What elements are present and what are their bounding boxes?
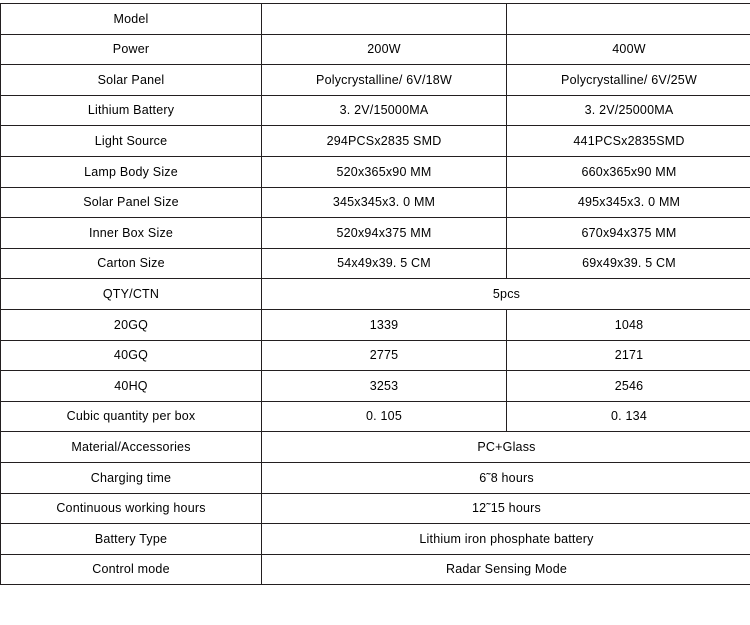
row-value-merged: [262, 554, 750, 585]
row-value-text: 3253: [369, 378, 399, 393]
row-label: [1, 340, 262, 371]
row-label-text: 20GQ: [113, 317, 149, 332]
row-value-text: 54x49x39. 5 CM: [337, 256, 431, 271]
row-value-200w: [262, 156, 507, 187]
row-value-400w: [507, 34, 750, 65]
row-value-200w: [262, 65, 507, 96]
row-label-text: Solar Panel Size: [83, 195, 179, 210]
row-label-text: Continuous working hours: [56, 501, 206, 516]
row-label: [1, 371, 262, 402]
row-label-text: Power: [112, 42, 150, 57]
row-label: [1, 432, 262, 463]
row-label: [1, 218, 262, 249]
row-value-text: Polycrystalline/ 6V/18W: [316, 72, 452, 87]
row-value-400w: [507, 309, 750, 340]
row-value-200w: [262, 371, 507, 402]
row-value-text: 2546: [614, 378, 644, 393]
table-row: [1, 493, 750, 524]
row-value-text: 200W: [367, 42, 401, 57]
row-value-400w: [507, 65, 750, 96]
row-value-text: 400W: [612, 42, 646, 57]
row-label-text: Control mode: [92, 562, 170, 577]
table-row: [1, 340, 750, 371]
row-label-text: 40GQ: [113, 348, 149, 363]
row-label-text: Lithium Battery: [87, 103, 175, 118]
row-label-text: Charging time: [90, 470, 172, 485]
table-row: [1, 126, 750, 157]
row-value-text: 6˜8 hours: [479, 470, 534, 485]
row-value-text: 670x94x375 MM: [581, 225, 677, 240]
row-value-text: 0. 105: [366, 409, 402, 424]
table-row: [1, 432, 750, 463]
table-row: [1, 462, 750, 493]
row-value-text: 520x365x90 MM: [336, 164, 432, 179]
row-label-text: Battery Type: [94, 531, 168, 546]
table-row: [1, 187, 750, 218]
table-row: [1, 371, 750, 402]
row-value-200w: [262, 95, 507, 126]
row-value-text: 2171: [614, 348, 644, 363]
row-value-text: 1339: [369, 317, 399, 332]
row-value-400w: [507, 401, 750, 432]
row-value-text: 660x365x90 MM: [581, 164, 677, 179]
table-body: [1, 4, 750, 585]
row-value-text: 495x345x3. 0 MM: [577, 195, 681, 210]
table-row: [1, 554, 750, 585]
row-value-text: 0. 134: [611, 409, 647, 424]
row-value-text: 441PCSx2835SMD: [573, 133, 685, 148]
row-value-200w: [262, 218, 507, 249]
row-label: [1, 462, 262, 493]
row-label: [1, 156, 262, 187]
row-label: [1, 4, 262, 35]
row-label: [1, 524, 262, 555]
row-value-merged: [262, 462, 750, 493]
row-value-merged: [262, 493, 750, 524]
row-label: [1, 187, 262, 218]
row-value-400w: [507, 95, 750, 126]
row-value-200w: [262, 401, 507, 432]
row-value-text: 12˜15 hours: [472, 501, 541, 516]
row-value-400w: [507, 218, 750, 249]
specification-table: [0, 3, 750, 585]
row-value-200w: [262, 126, 507, 157]
row-label: [1, 401, 262, 432]
table-row: [1, 401, 750, 432]
row-label: [1, 34, 262, 65]
row-label: [1, 279, 262, 310]
row-value-text: Radar Sensing Mode: [445, 562, 568, 577]
row-label-text: Model: [113, 11, 149, 26]
row-value-text: Polycrystalline/ 6V/25W: [561, 72, 697, 87]
row-value-text: 69x49x39. 5 CM: [582, 256, 676, 271]
row-value-text: 3. 2V/15000MA: [339, 103, 429, 118]
row-value-text: 5pcs: [492, 286, 521, 301]
row-value-400w: [507, 126, 750, 157]
table-row: [1, 65, 750, 96]
row-label-text: Solar Panel: [97, 72, 165, 87]
row-value-text: 520x94x375 MM: [336, 225, 432, 240]
row-value-400w: [507, 4, 750, 35]
table-row: [1, 524, 750, 555]
row-value-200w: [262, 34, 507, 65]
row-label-text: Inner Box Size: [88, 225, 174, 240]
row-label-text: Carton Size: [97, 256, 165, 271]
row-value-merged: [262, 279, 750, 310]
row-value-400w: [507, 248, 750, 279]
row-value-text: Lithium iron phosphate battery: [419, 531, 594, 546]
table-row: [1, 34, 750, 65]
row-label: [1, 126, 262, 157]
row-value-200w: [262, 340, 507, 371]
row-label: [1, 95, 262, 126]
row-label: [1, 554, 262, 585]
row-label-text: QTY/CTN: [102, 286, 160, 301]
row-label-text: 40HQ: [114, 378, 148, 393]
row-label: [1, 309, 262, 340]
row-label: [1, 65, 262, 96]
row-label-text: Material/Accessories: [71, 439, 191, 454]
row-value-merged: [262, 524, 750, 555]
row-value-merged: [262, 432, 750, 463]
table-row: [1, 218, 750, 249]
row-value-text: 294PCSx2835 SMD: [326, 133, 442, 148]
row-value-400w: [507, 340, 750, 371]
table-row: [1, 156, 750, 187]
row-label: [1, 248, 262, 279]
row-value-text: 345x345x3. 0 MM: [332, 195, 436, 210]
table-row: [1, 95, 750, 126]
table-row: [1, 279, 750, 310]
row-label: [1, 493, 262, 524]
row-value-text: 3. 2V/25000MA: [584, 103, 674, 118]
row-value-200w: [262, 309, 507, 340]
row-value-200w: [262, 4, 507, 35]
row-value-400w: [507, 187, 750, 218]
row-value-400w: [507, 156, 750, 187]
row-value-200w: [262, 187, 507, 218]
row-value-text: 1048: [614, 317, 644, 332]
row-value-400w: [507, 371, 750, 402]
table-row: [1, 309, 750, 340]
row-label-text: Lamp Body Size: [84, 164, 178, 179]
row-value-text: PC+Glass: [477, 439, 536, 454]
table-row: [1, 4, 750, 35]
row-label-text: Cubic quantity per box: [66, 409, 196, 424]
table-row: [1, 248, 750, 279]
row-value-200w: [262, 248, 507, 279]
row-value-text: 2775: [369, 348, 399, 363]
row-label-text: Light Source: [94, 133, 168, 148]
